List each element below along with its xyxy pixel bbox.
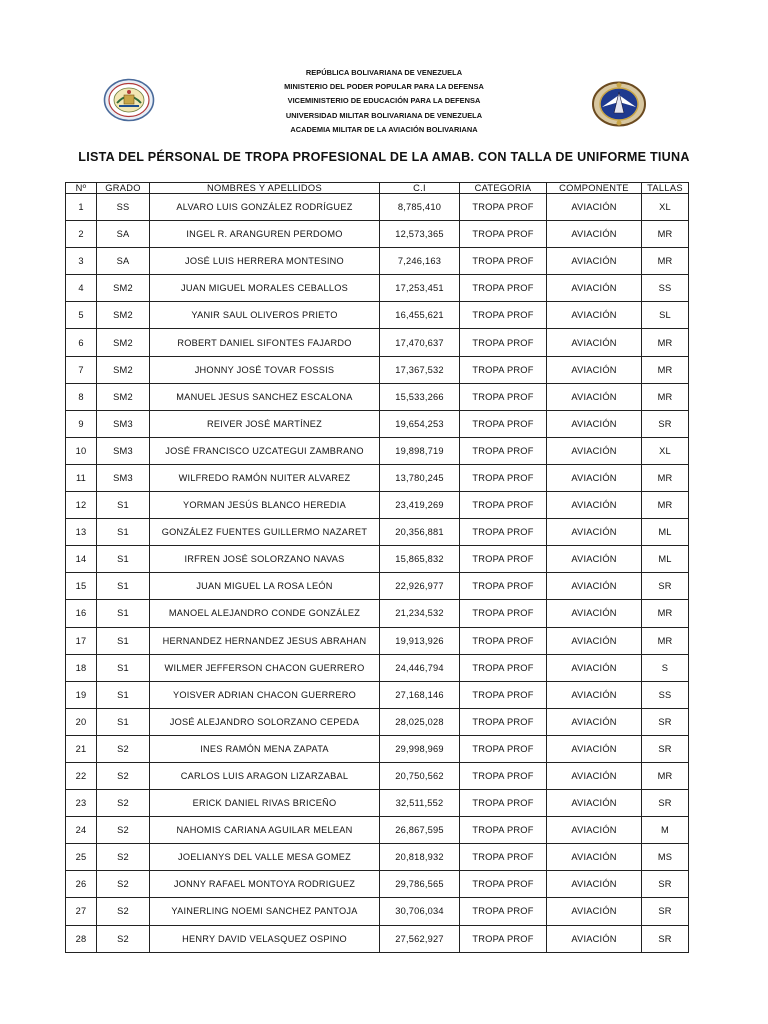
cell-size: ML (642, 519, 689, 546)
cell-number: 20 (66, 708, 97, 735)
cell-category: TROPA PROF (460, 546, 547, 573)
cell-category: TROPA PROF (460, 573, 547, 600)
cell-category: TROPA PROF (460, 735, 547, 762)
cell-id: 17,367,532 (380, 356, 460, 383)
cell-component: AVIACIÓN (547, 221, 642, 248)
table-body (66, 194, 689, 953)
cell-category: TROPA PROF (460, 627, 547, 654)
cell-number: 7 (66, 356, 97, 383)
cell-id: 21,234,532 (380, 600, 460, 627)
cell-size: SR (642, 708, 689, 735)
table-row (66, 871, 689, 898)
cell-number: 21 (66, 735, 97, 762)
cell-id: 23,419,269 (380, 492, 460, 519)
cell-id: 30,706,034 (380, 898, 460, 925)
cell-category: TROPA PROF (460, 654, 547, 681)
cell-size: S (642, 654, 689, 681)
cell-number: 5 (66, 302, 97, 329)
cell-rank: S1 (97, 627, 150, 654)
cell-component: AVIACIÓN (547, 437, 642, 464)
table-row (66, 681, 689, 708)
cell-component: AVIACIÓN (547, 627, 642, 654)
cell-rank: SM2 (97, 356, 150, 383)
cell-rank: S1 (97, 708, 150, 735)
cell-component: AVIACIÓN (547, 844, 642, 871)
cell-component: AVIACIÓN (547, 762, 642, 789)
cell-number: 19 (66, 681, 97, 708)
cell-category: TROPA PROF (460, 194, 547, 221)
cell-rank: S2 (97, 871, 150, 898)
cell-size: XL (642, 194, 689, 221)
cell-name: MANOEL ALEJANDRO CONDE GONZÁLEZ (150, 600, 380, 627)
cell-category: TROPA PROF (460, 464, 547, 491)
table-row (66, 600, 689, 627)
table-row (66, 275, 689, 302)
cell-name: ALVARO LUIS GONZÁLEZ RODRÍGUEZ (150, 194, 380, 221)
cell-size: SS (642, 681, 689, 708)
cell-id: 32,511,552 (380, 790, 460, 817)
cell-number: 17 (66, 627, 97, 654)
cell-number: 2 (66, 221, 97, 248)
cell-component: AVIACIÓN (547, 464, 642, 491)
cell-name: ROBERT DANIEL SIFONTES FAJARDO (150, 329, 380, 356)
cell-name: ERICK DANIEL RIVAS BRICEÑO (150, 790, 380, 817)
table-row (66, 546, 689, 573)
cell-number: 22 (66, 762, 97, 789)
cell-id: 8,785,410 (380, 194, 460, 221)
cell-id: 16,455,621 (380, 302, 460, 329)
table-row (66, 762, 689, 789)
cell-number: 12 (66, 492, 97, 519)
cell-id: 20,356,881 (380, 519, 460, 546)
cell-component: AVIACIÓN (547, 383, 642, 410)
table-row (66, 844, 689, 871)
cell-rank: S1 (97, 492, 150, 519)
cell-component: AVIACIÓN (547, 600, 642, 627)
cell-rank: S1 (97, 600, 150, 627)
cell-category: TROPA PROF (460, 708, 547, 735)
cell-size: MR (642, 627, 689, 654)
cell-number: 4 (66, 275, 97, 302)
cell-category: TROPA PROF (460, 248, 547, 275)
cell-component: AVIACIÓN (547, 302, 642, 329)
cell-id: 28,025,028 (380, 708, 460, 735)
cell-id: 19,898,719 (380, 437, 460, 464)
cell-name: GONZÁLEZ FUENTES GUILLERMO NAZARET (150, 519, 380, 546)
cell-component: AVIACIÓN (547, 708, 642, 735)
cell-name: MANUEL JESUS SANCHEZ ESCALONA (150, 383, 380, 410)
cell-number: 25 (66, 844, 97, 871)
cell-component: AVIACIÓN (547, 519, 642, 546)
cell-rank: S2 (97, 790, 150, 817)
cell-name: JHONNY JOSÉ TOVAR FOSSIS (150, 356, 380, 383)
table-row (66, 221, 689, 248)
cell-rank: SM2 (97, 329, 150, 356)
cell-category: TROPA PROF (460, 437, 547, 464)
cell-name: JONNY RAFAEL MONTOYA RODRIGUEZ (150, 871, 380, 898)
cell-size: SR (642, 790, 689, 817)
cell-category: TROPA PROF (460, 790, 547, 817)
cell-category: TROPA PROF (460, 844, 547, 871)
personnel-table (65, 182, 689, 953)
cell-rank: SM2 (97, 275, 150, 302)
cell-name: YOISVER ADRIAN CHACON GUERRERO (150, 681, 380, 708)
table-row (66, 790, 689, 817)
cell-size: SR (642, 871, 689, 898)
cell-component: AVIACIÓN (547, 329, 642, 356)
column-header-category: CATEGORIA (460, 183, 547, 194)
cell-rank: SM3 (97, 464, 150, 491)
cell-number: 16 (66, 600, 97, 627)
cell-name: INGEL R. ARANGUREN PERDOMO (150, 221, 380, 248)
cell-size: SS (642, 275, 689, 302)
cell-component: AVIACIÓN (547, 681, 642, 708)
cell-number: 18 (66, 654, 97, 681)
table-header-row (66, 183, 689, 194)
cell-category: TROPA PROF (460, 925, 547, 952)
cell-category: TROPA PROF (460, 329, 547, 356)
table-row (66, 817, 689, 844)
table-row (66, 708, 689, 735)
cell-number: 28 (66, 925, 97, 952)
cell-id: 29,998,969 (380, 735, 460, 762)
cell-size: MR (642, 221, 689, 248)
cell-size: SR (642, 410, 689, 437)
cell-component: AVIACIÓN (547, 790, 642, 817)
cell-number: 1 (66, 194, 97, 221)
cell-name: YORMAN JESÚS BLANCO HEREDIA (150, 492, 380, 519)
table-row (66, 383, 689, 410)
cell-category: TROPA PROF (460, 519, 547, 546)
cell-number: 11 (66, 464, 97, 491)
cell-category: TROPA PROF (460, 383, 547, 410)
cell-number: 8 (66, 383, 97, 410)
cell-id: 17,470,637 (380, 329, 460, 356)
cell-rank: S2 (97, 762, 150, 789)
cell-rank: SS (97, 194, 150, 221)
column-header-name: NOMBRES Y APELLIDOS (150, 183, 380, 194)
cell-name: IRFREN JOSÉ SOLORZANO NAVAS (150, 546, 380, 573)
cell-number: 9 (66, 410, 97, 437)
cell-number: 14 (66, 546, 97, 573)
cell-id: 13,780,245 (380, 464, 460, 491)
cell-size: SR (642, 925, 689, 952)
cell-size: MR (642, 329, 689, 356)
cell-category: TROPA PROF (460, 410, 547, 437)
cell-name: CARLOS LUIS ARAGON LIZARZABAL (150, 762, 380, 789)
cell-id: 22,926,977 (380, 573, 460, 600)
table-row (66, 464, 689, 491)
cell-rank: SM3 (97, 410, 150, 437)
cell-size: MR (642, 492, 689, 519)
cell-component: AVIACIÓN (547, 654, 642, 681)
university-seal-icon (103, 78, 155, 122)
cell-id: 15,533,266 (380, 383, 460, 410)
cell-name: JOSÉ LUIS HERRERA MONTESINO (150, 248, 380, 275)
table-row (66, 356, 689, 383)
cell-component: AVIACIÓN (547, 410, 642, 437)
cell-number: 24 (66, 817, 97, 844)
cell-number: 23 (66, 790, 97, 817)
cell-id: 27,168,146 (380, 681, 460, 708)
cell-rank: S1 (97, 546, 150, 573)
cell-rank: S2 (97, 735, 150, 762)
cell-name: WILFREDO RAMÓN NUITER ALVAREZ (150, 464, 380, 491)
table-row (66, 573, 689, 600)
cell-number: 26 (66, 871, 97, 898)
cell-id: 17,253,451 (380, 275, 460, 302)
cell-category: TROPA PROF (460, 221, 547, 248)
cell-rank: S2 (97, 817, 150, 844)
cell-rank: S1 (97, 654, 150, 681)
cell-rank: S2 (97, 898, 150, 925)
cell-number: 27 (66, 898, 97, 925)
table-row (66, 329, 689, 356)
document-title: LISTA DEL PÉRSONAL DE TROPA PROFESIONAL DE LA AMAB. CON TALLA DE UNIFORME TIUNA (78, 150, 690, 164)
cell-size: MS (642, 844, 689, 871)
table-row (66, 735, 689, 762)
table-row (66, 519, 689, 546)
cell-id: 19,654,253 (380, 410, 460, 437)
cell-category: TROPA PROF (460, 302, 547, 329)
cell-id: 19,913,926 (380, 627, 460, 654)
cell-rank: S1 (97, 573, 150, 600)
cell-size: MR (642, 248, 689, 275)
cell-name: JUAN MIGUEL LA ROSA LEÓN (150, 573, 380, 600)
cell-id: 24,446,794 (380, 654, 460, 681)
cell-number: 13 (66, 519, 97, 546)
cell-size: SR (642, 898, 689, 925)
column-header-rank: GRADO (97, 183, 150, 194)
table-row (66, 437, 689, 464)
cell-rank: S2 (97, 925, 150, 952)
cell-rank: SA (97, 221, 150, 248)
cell-id: 15,865,832 (380, 546, 460, 573)
table-row (66, 654, 689, 681)
cell-size: XL (642, 437, 689, 464)
cell-component: AVIACIÓN (547, 248, 642, 275)
cell-category: TROPA PROF (460, 762, 547, 789)
cell-size: MR (642, 762, 689, 789)
cell-name: WILMER JEFFERSON CHACON GUERRERO (150, 654, 380, 681)
cell-rank: S2 (97, 844, 150, 871)
cell-category: TROPA PROF (460, 817, 547, 844)
cell-id: 7,246,163 (380, 248, 460, 275)
cell-number: 6 (66, 329, 97, 356)
cell-size: MR (642, 356, 689, 383)
table-row (66, 248, 689, 275)
aviation-academy-emblem-icon (590, 80, 648, 128)
cell-name: JOELIANYS DEL VALLE MESA GOMEZ (150, 844, 380, 871)
cell-component: AVIACIÓN (547, 871, 642, 898)
cell-size: MR (642, 464, 689, 491)
column-header-size: TALLAS (642, 183, 689, 194)
cell-size: MR (642, 383, 689, 410)
table-row (66, 925, 689, 952)
cell-rank: SM2 (97, 302, 150, 329)
cell-category: TROPA PROF (460, 681, 547, 708)
table-row (66, 302, 689, 329)
cell-name: YANIR SAUL OLIVEROS PRIETO (150, 302, 380, 329)
cell-rank: SA (97, 248, 150, 275)
cell-component: AVIACIÓN (547, 898, 642, 925)
cell-category: TROPA PROF (460, 275, 547, 302)
cell-id: 26,867,595 (380, 817, 460, 844)
cell-name: JOSÉ ALEJANDRO SOLORZANO CEPEDA (150, 708, 380, 735)
cell-rank: SM3 (97, 437, 150, 464)
table-row (66, 410, 689, 437)
cell-size: MR (642, 600, 689, 627)
cell-component: AVIACIÓN (547, 735, 642, 762)
cell-category: TROPA PROF (460, 600, 547, 627)
cell-rank: SM2 (97, 383, 150, 410)
cell-id: 29,786,565 (380, 871, 460, 898)
cell-size: SR (642, 573, 689, 600)
table-row (66, 627, 689, 654)
cell-size: ML (642, 546, 689, 573)
cell-id: 27,562,927 (380, 925, 460, 952)
cell-size: SL (642, 302, 689, 329)
column-header-number: Nº (66, 183, 97, 194)
table-row (66, 898, 689, 925)
cell-component: AVIACIÓN (547, 194, 642, 221)
cell-component: AVIACIÓN (547, 546, 642, 573)
cell-component: AVIACIÓN (547, 925, 642, 952)
cell-name: INES RAMÓN MENA ZAPATA (150, 735, 380, 762)
cell-size: SR (642, 735, 689, 762)
cell-name: JOSÉ FRANCISCO UZCATEGUI ZAMBRANO (150, 437, 380, 464)
cell-category: TROPA PROF (460, 356, 547, 383)
cell-name: REIVER JOSÉ MARTÍNEZ (150, 410, 380, 437)
column-header-component: COMPONENTE (547, 183, 642, 194)
header-line-ministry: MINISTERIO DEL PODER POPULAR PARA LA DEFENSA (284, 82, 484, 92)
cell-id: 20,750,562 (380, 762, 460, 789)
cell-name: HERNANDEZ HERNANDEZ JESUS ABRAHAN (150, 627, 380, 654)
cell-id: 12,573,365 (380, 221, 460, 248)
cell-category: TROPA PROF (460, 492, 547, 519)
cell-rank: S1 (97, 519, 150, 546)
cell-name: NAHOMIS CARIANA AGUILAR MELEAN (150, 817, 380, 844)
header-line-vice-ministry: VICEMINISTERIO DE EDUCACIÓN PARA LA DEFENSA (287, 96, 481, 106)
table-row (66, 194, 689, 221)
cell-id: 20,818,932 (380, 844, 460, 871)
cell-component: AVIACIÓN (547, 817, 642, 844)
column-header-id: C.I (380, 183, 460, 194)
cell-name: HENRY DAVID VELASQUEZ OSPINO (150, 925, 380, 952)
cell-number: 3 (66, 248, 97, 275)
header-line-republic: REPÚBLICA BOLIVARIANA DE VENEZUELA (305, 68, 463, 77)
cell-name: YAINERLING NOEMI SANCHEZ PANTOJA (150, 898, 380, 925)
cell-component: AVIACIÓN (547, 573, 642, 600)
cell-name: JUAN MIGUEL MORALES CEBALLOS (150, 275, 380, 302)
cell-component: AVIACIÓN (547, 492, 642, 519)
cell-number: 10 (66, 437, 97, 464)
cell-category: TROPA PROF (460, 871, 547, 898)
cell-component: AVIACIÓN (547, 275, 642, 302)
cell-number: 15 (66, 573, 97, 600)
cell-component: AVIACIÓN (547, 356, 642, 383)
header-line-university: UNIVERSIDAD MILITAR BOLIVARIANA DE VENEZUELA (285, 110, 483, 120)
header-line-academy: ACADEMIA MILITAR DE LA AVIACIÓN BOLIVARIANA (290, 124, 478, 134)
cell-size: M (642, 817, 689, 844)
cell-category: TROPA PROF (460, 898, 547, 925)
table-row (66, 492, 689, 519)
cell-rank: S1 (97, 681, 150, 708)
